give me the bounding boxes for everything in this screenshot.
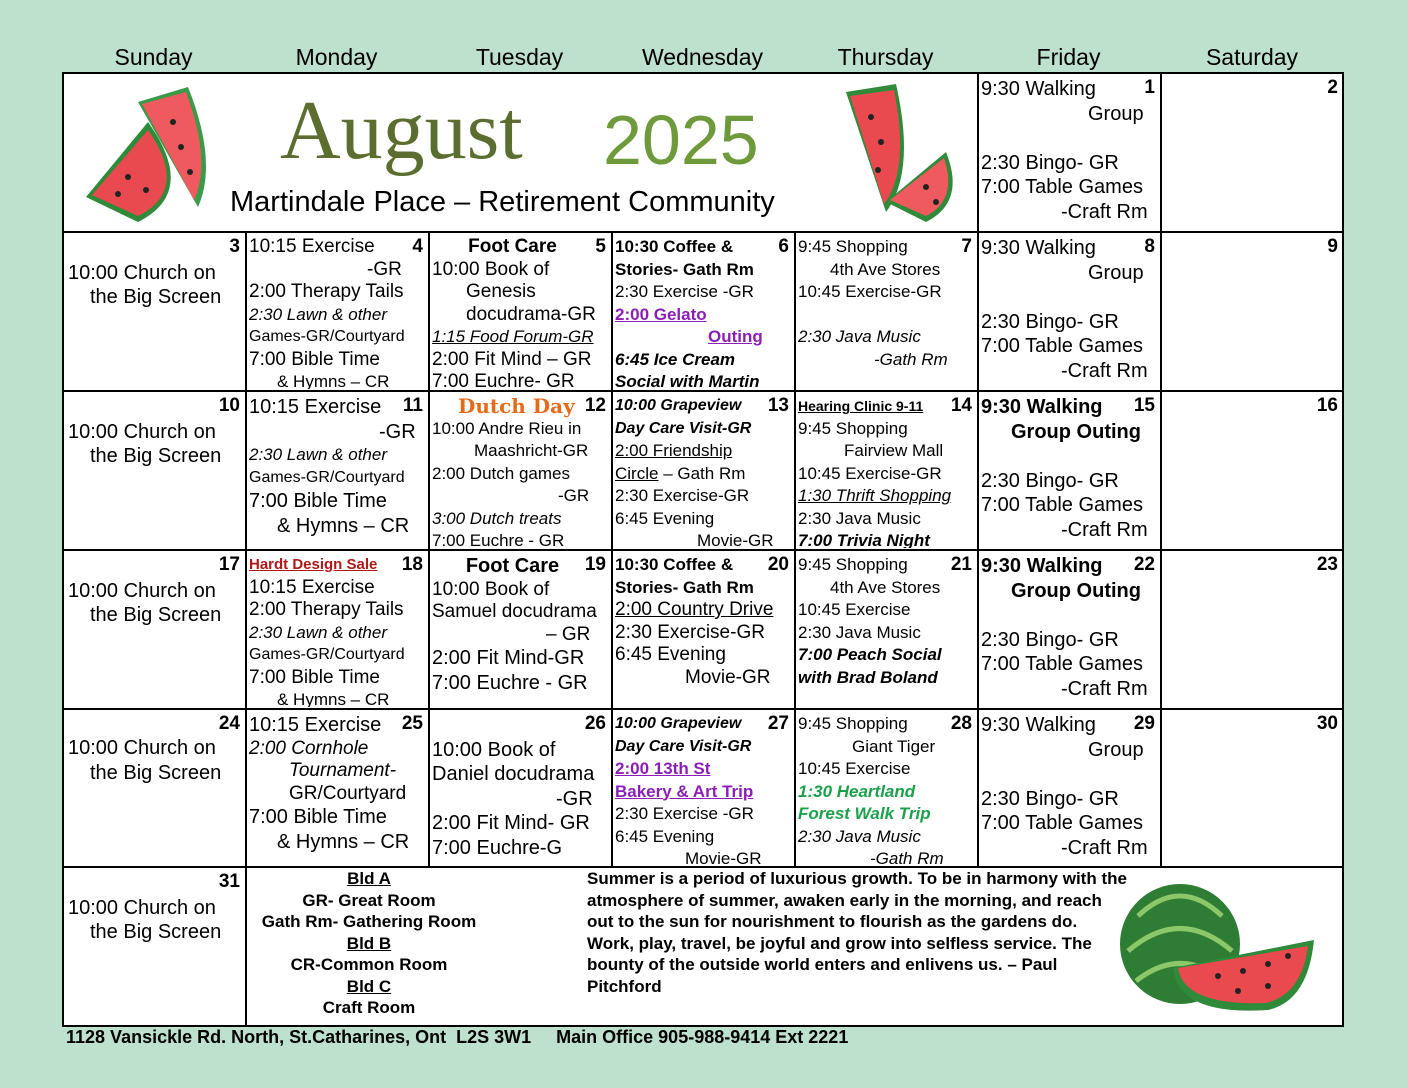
legend-item: Gath Rm- Gathering Room <box>261 912 477 931</box>
day-cell-30[interactable] <box>1160 710 1342 865</box>
day-number: 4 <box>412 236 423 257</box>
day-number: 24 <box>218 713 240 734</box>
event-line: 10:00 Grapeview <box>615 715 742 732</box>
event-line: 9:30 Walking <box>981 714 1096 736</box>
day-number: 3 <box>229 236 240 257</box>
day-cell-20[interactable] <box>611 551 793 707</box>
event-line: 10:00 Book of <box>432 258 550 280</box>
event-line <box>981 603 1156 628</box>
event-line: 2:00 Dutch games <box>432 463 570 483</box>
day-cell-15[interactable] <box>977 392 1159 548</box>
event-line: 10:30 Coffee & <box>615 237 734 256</box>
event-line: the Big Screen <box>90 445 222 468</box>
event-line: Foot Care <box>465 555 560 577</box>
event-line: 2:30 Bingo- GR <box>981 628 1119 651</box>
event-line: 7:00 Table Games <box>981 494 1143 517</box>
day-cell-28[interactable] <box>794 710 976 865</box>
event-line: 2:30 Lawn & other <box>249 304 387 324</box>
event-line: Stories- Gath Rm <box>615 259 754 279</box>
event-line <box>68 871 241 896</box>
event-line: 2:00 Therapy Tails <box>249 281 404 302</box>
event-line: Samuel docudrama <box>432 601 597 623</box>
watermelon-image <box>1118 876 1318 1016</box>
weekday-header-tuesday: Tuesday <box>475 44 564 70</box>
event-line: Forest Walk Trip <box>798 804 931 823</box>
day-number: 16 <box>1316 395 1338 416</box>
event-line: 10:45 Exercise-GR <box>798 282 942 301</box>
day-number: 5 <box>595 236 606 257</box>
event-line: 7:00 Bible Time <box>249 490 387 513</box>
day-cell-21[interactable] <box>794 551 976 707</box>
event-line: 9:30 Walking <box>981 396 1103 418</box>
event-line <box>981 762 1156 787</box>
event-line: Hardt Design Sale <box>249 556 378 573</box>
event-line: GR/Courtyard <box>289 782 407 804</box>
day-number: 27 <box>767 713 789 734</box>
event-line: 10:45 Exercise-GR <box>798 463 942 483</box>
day-cell-19[interactable] <box>428 551 610 707</box>
event-line: 7:00 Table Games <box>981 653 1143 676</box>
event-line: & Hymns – CR <box>277 372 390 389</box>
day-number: 26 <box>584 713 606 734</box>
day-number: 12 <box>584 395 606 416</box>
event-line: 2:30 Exercise-GR <box>615 486 750 505</box>
day-number: 1 <box>1144 77 1155 98</box>
summer-quote: Summer is a period of luxurious growth. To be in harmony with the atmosphere of summer, awaken early in the morning, and reach out to the sun for nourishment to flourish as the gardens do. Work, play, travel, be joyful and grow into selfless service. The bounty of the outside world enters and enlivens us. – Paul Pitchford <box>587 869 1127 996</box>
community-subtitle: Martindale Place – Retirement Community <box>230 186 775 218</box>
event-line: 2:00 Fit Mind-GR <box>432 647 585 670</box>
day-cell-7[interactable] <box>794 233 976 389</box>
address-footer: 1128 Vansickle Rd. North, St.Catharines, Ont L2S 3W1 Main Office 905-988-9414 Ext 2221 <box>66 1027 849 1047</box>
weekday-header-sunday: Sunday <box>114 44 193 70</box>
event-line: 10:00 Book of <box>432 578 550 600</box>
day-number: 20 <box>767 554 789 575</box>
event-line: 9:45 Shopping <box>798 237 908 256</box>
event-line: 7:00 Table Games <box>981 812 1143 835</box>
weekday-header-friday: Friday <box>1036 44 1101 70</box>
day-cell-27[interactable] <box>611 710 793 865</box>
event-line: 2:30 Java Music <box>798 622 921 642</box>
event-line: 10:15 Exercise <box>249 576 375 598</box>
event-line: 2:30 Java Music <box>798 826 921 846</box>
event-line: Foot Care <box>468 236 557 257</box>
event-line: with Brad Boland <box>798 667 938 687</box>
event-line: the Big Screen <box>90 921 222 944</box>
event-line: 10:00 Andre Rieu in <box>432 418 582 438</box>
event-line: -GR <box>367 258 402 280</box>
event-line: Day Care Visit-GR <box>615 737 752 755</box>
event-line: 2:30 Java Music <box>798 508 921 528</box>
event-line: Group Outing <box>1011 579 1141 602</box>
event-line: 10:00 Church on <box>68 896 216 919</box>
event-line: 2:30 Lawn & other <box>249 622 387 642</box>
event-line: Group <box>1088 102 1144 125</box>
day-cell-3[interactable] <box>64 233 244 389</box>
day-number: 29 <box>1133 713 1155 734</box>
event-line[interactable]: 2:00 13th St <box>615 759 711 778</box>
legend-building-c: Bld C <box>346 976 392 996</box>
event-line: 10:00 Church on <box>68 579 216 602</box>
event-line: 10:00 Grapeview <box>615 397 742 414</box>
event-line: Movie-GR <box>685 666 771 688</box>
event-line: 7:00 Peach Social <box>798 645 942 664</box>
day-cell-23[interactable] <box>1160 551 1342 707</box>
weekday-header-saturday: Saturday <box>1205 44 1299 70</box>
event-line: the Big Screen <box>90 604 222 627</box>
event-line <box>981 444 1156 469</box>
event-line: 10:15 Exercise <box>249 714 382 736</box>
event-line: 7:00 Table Games <box>981 335 1143 358</box>
day-cell-4[interactable] <box>245 233 427 389</box>
event-line: 9:45 Shopping <box>798 714 908 733</box>
event-line: 9:30 Walking <box>981 78 1096 100</box>
legend-item: CR-Common Room <box>290 955 448 974</box>
day-number: 18 <box>401 554 423 575</box>
legend-building-b: Bld B <box>346 933 392 953</box>
event-line: Genesis <box>466 281 536 302</box>
day-cell-24[interactable] <box>64 710 244 865</box>
event-line: 4th Ave Stores <box>830 259 941 279</box>
event-line <box>981 126 1156 151</box>
event-line: 2:30 Lawn & other <box>249 445 387 465</box>
legend-item: Craft Room <box>322 998 416 1017</box>
day-number: 13 <box>767 395 789 416</box>
event-line: & Hymns – CR <box>277 690 390 707</box>
event-line: Maashricht-GR <box>474 441 589 460</box>
event-line: 7:00 Trivia Night <box>798 531 930 548</box>
event-line: 9:30 Walking <box>981 237 1096 259</box>
event-line: 10:15 Exercise <box>249 236 375 257</box>
event-line: 2:00 Friendship <box>615 441 733 460</box>
event-line: 2:30 Exercise -GR <box>615 282 754 301</box>
event-line: -Gath Rm <box>870 849 944 865</box>
event-line: Daniel docudrama <box>432 763 595 786</box>
event-line: 7:00 Table Games <box>981 176 1143 199</box>
event-line: Fairview Mall <box>844 441 944 460</box>
event-line: the Big Screen <box>90 286 222 309</box>
day-number: 31 <box>218 871 240 892</box>
event-line <box>615 463 790 486</box>
event-line: Day Care Visit-GR <box>615 419 752 437</box>
event-line: Games-GR/Courtyard <box>249 328 405 345</box>
event-line: 7:00 Bible Time <box>249 666 380 688</box>
day-number: 14 <box>950 395 972 416</box>
weekday-header-thursday: Thursday <box>837 44 934 70</box>
day-number: 15 <box>1133 395 1155 416</box>
room-legend <box>247 868 491 1019</box>
day-cell-25[interactable] <box>245 710 427 865</box>
event-line: Games-GR/Courtyard <box>249 468 405 486</box>
event-line[interactable]: 2:00 Gelato <box>615 304 707 324</box>
event-line: 9:30 Walking <box>981 555 1103 577</box>
event-line: 10:45 Exercise <box>798 759 911 778</box>
event-line: -Craft Rm <box>1061 836 1148 859</box>
event-line: 10:00 Church on <box>68 261 216 284</box>
day-number: 25 <box>401 713 423 734</box>
day-cell-29[interactable] <box>977 710 1159 865</box>
day-number: 8 <box>1144 236 1155 257</box>
event-line[interactable]: Outing <box>708 327 763 346</box>
day-cell-14[interactable] <box>794 392 976 548</box>
weekday-header-wednesday: Wednesday <box>641 44 764 70</box>
day-number: 22 <box>1133 554 1155 575</box>
event-line: & Hymns – CR <box>277 830 410 853</box>
event-line: 6:45 Ice Cream <box>615 349 736 369</box>
event-line: 1:15 Food Forum-GR <box>432 327 594 346</box>
day-cell-8[interactable] <box>977 233 1159 389</box>
day-number: 23 <box>1316 554 1338 575</box>
event-line: Giant Tiger <box>852 736 936 756</box>
event-line: 4th Ave Stores <box>830 577 941 597</box>
event-line: 7:00 Euchre- GR <box>432 371 575 389</box>
legend-building-a: Bld A <box>347 869 391 888</box>
day-number: 17 <box>218 554 240 575</box>
event-line <box>68 554 241 579</box>
event-line: 7:00 Euchre-G <box>432 836 563 859</box>
event-line: Tournament- <box>289 760 397 782</box>
day-cell-6[interactable] <box>611 233 793 389</box>
day-number: 21 <box>950 554 972 575</box>
event-line: 10:45 Exercise <box>798 600 911 619</box>
day-number: 11 <box>402 395 423 416</box>
event-line: 2:30 Bingo- GR <box>981 469 1119 492</box>
event-line <box>432 713 607 738</box>
event-line: 6:45 Evening <box>615 508 715 528</box>
event-line: -Gath Rm <box>874 349 948 369</box>
day-cell-11[interactable] <box>245 392 427 548</box>
event-line: 10:30 Coffee & <box>615 555 734 574</box>
event-line: 2:30 Bingo- GR <box>981 151 1119 174</box>
event-line: Hearing Clinic 9-11 <box>798 398 924 414</box>
day-cell-13[interactable] <box>611 392 793 548</box>
watermelon-slice-image-right <box>826 82 966 224</box>
event-line: 7:00 Euchre - GR <box>432 671 588 694</box>
event-line: Group <box>1088 261 1144 284</box>
event-line <box>68 395 241 420</box>
event-line <box>981 285 1156 310</box>
event-line: Games-GR/Courtyard <box>249 646 405 663</box>
event-line: 1:30 Heartland <box>798 781 916 801</box>
event-line: 2:30 Exercise-GR <box>615 621 765 643</box>
event-line: 7:00 Euchre - GR <box>432 531 565 548</box>
event-line: 7:00 Bible Time <box>249 348 380 370</box>
event-line: 1:30 Thrift Shopping <box>798 486 952 505</box>
day-cell-2[interactable] <box>1160 74 1342 230</box>
event-line: -Craft Rm <box>1061 518 1148 541</box>
event-text: – Gath Rm <box>663 463 746 483</box>
event-line: 2:00 Fit Mind – GR <box>432 348 592 370</box>
event-line: 7:00 Bible Time <box>249 806 387 829</box>
day-cell-9[interactable] <box>1160 233 1342 389</box>
event-line: – GR <box>546 623 591 645</box>
event-line: 2:30 Exercise -GR <box>615 804 754 823</box>
day-cell-12[interactable] <box>428 392 610 548</box>
event-line: 2:00 Fit Mind- GR <box>432 812 590 835</box>
event-line: 2:30 Java Music <box>798 327 921 346</box>
event-line: 2:30 Bingo- GR <box>981 787 1119 810</box>
event-line: the Big Screen <box>90 761 222 784</box>
event-line <box>798 304 973 327</box>
day-cell-5[interactable] <box>428 233 610 389</box>
day-number: 28 <box>950 713 972 734</box>
day-number: 19 <box>584 554 606 575</box>
event-line: Social with Martin <box>615 372 760 389</box>
day-cell-18[interactable] <box>245 551 427 707</box>
day-number: 10 <box>218 395 240 416</box>
event-line: Dutch Day <box>458 394 575 418</box>
event-line <box>68 236 241 261</box>
event-line: & Hymns – CR <box>277 514 410 537</box>
event-line: Movie-GR <box>685 849 762 865</box>
event-line: Stories- Gath Rm <box>615 577 754 597</box>
event-line: Group <box>1088 738 1144 761</box>
event-line: -GR <box>556 787 593 810</box>
event-line: -Craft Rm <box>1061 677 1148 700</box>
watermelon-slice-image-left <box>78 82 223 227</box>
day-number: 6 <box>778 236 789 257</box>
event-line: 10:00 Book of <box>432 738 556 761</box>
event-line: 2:30 Bingo- GR <box>981 310 1119 333</box>
event-line: 2:00 Country Drive <box>615 599 774 620</box>
event-line: -Craft Rm <box>1061 359 1148 382</box>
event-line: -Craft Rm <box>1061 200 1148 223</box>
day-cell-1[interactable] <box>977 74 1159 230</box>
event-line: 2:00 Cornhole <box>249 737 369 759</box>
event-line: Movie-GR <box>697 531 774 548</box>
event-text: Circle <box>615 463 659 483</box>
event-line: -GR <box>379 420 416 443</box>
event-line: 6:45 Evening <box>615 644 726 665</box>
event-line: 10:00 Church on <box>68 737 216 759</box>
event-line: 2:00 Therapy Tails <box>249 599 404 620</box>
day-number: 7 <box>961 236 972 257</box>
day-cell-16[interactable] <box>1160 392 1342 548</box>
event-line: docudrama-GR <box>466 303 596 325</box>
year-title: 2025 <box>603 101 759 179</box>
day-cell-22[interactable] <box>977 551 1159 707</box>
day-cell-26[interactable] <box>428 710 610 865</box>
event-line: Group Outing <box>1011 420 1141 443</box>
event-line: 9:45 Shopping <box>798 418 908 438</box>
event-line: 6:45 Evening <box>615 826 715 846</box>
weekday-header-monday: Monday <box>295 44 378 70</box>
event-line: 9:45 Shopping <box>798 555 908 574</box>
day-cell-10[interactable] <box>64 392 244 548</box>
day-cell-17[interactable] <box>64 551 244 707</box>
event-line: 3:00 Dutch treats <box>432 508 562 528</box>
event-line: 10:00 Church on <box>68 420 216 443</box>
day-number: 30 <box>1316 713 1338 734</box>
day-cell-31[interactable] <box>64 868 244 1024</box>
legend-item: GR- Great Room <box>302 890 436 910</box>
day-number: 2 <box>1327 77 1338 98</box>
day-number: 9 <box>1327 236 1338 257</box>
event-line[interactable]: Bakery & Art Trip <box>615 781 754 801</box>
event-line: 10:15 Exercise <box>249 396 382 418</box>
month-title: August <box>280 84 523 177</box>
event-line: -GR <box>558 486 590 505</box>
